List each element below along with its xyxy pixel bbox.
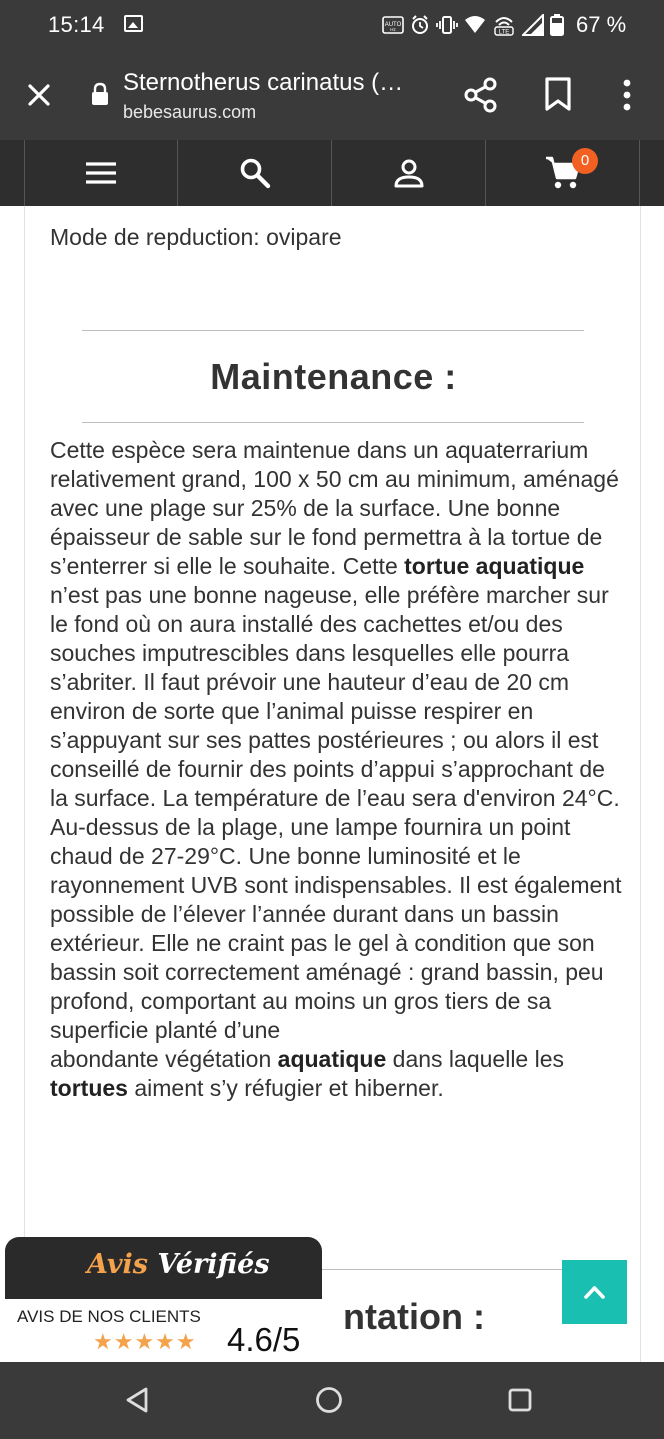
avis-verifies-widget[interactable] (5, 1237, 322, 1364)
battery-percent: 67 % (576, 12, 627, 37)
status-bar (0, 0, 664, 52)
svg-text:LTE: LTE (498, 29, 510, 36)
avis-score: 4.6/5 (227, 1321, 301, 1358)
paragraph-text: Cette espèce sera maintenue dans un aquaterrarium relativement grand, 100 x 50 cm au minimum, aménagé avec une plage sur 25% de la surface. Une bonne épaisseur de sable sur le fond permettra à la tortue de s’enterrer si elle le souhaite. Cette (50, 437, 619, 579)
more-menu-icon[interactable] (616, 78, 638, 114)
back-icon[interactable] (124, 1386, 150, 1414)
hamburger-menu-button[interactable] (24, 140, 178, 206)
cart-button[interactable] (486, 140, 640, 206)
reproduction-mode-text: Mode de repduction: ovipare (50, 224, 342, 250)
volte-icon (492, 14, 516, 36)
svg-text:Hz: Hz (390, 27, 396, 32)
keyword-link[interactable]: tortues (50, 1075, 128, 1101)
status-time: 15:14 (48, 12, 105, 37)
section-title: Maintenance : (210, 356, 457, 397)
recents-icon[interactable] (507, 1386, 533, 1414)
user-icon (394, 158, 424, 188)
signal-icon (522, 14, 544, 36)
avis-rating-box (5, 1299, 322, 1364)
close-icon[interactable] (22, 78, 56, 112)
battery-icon (550, 14, 564, 36)
status-icons (382, 13, 564, 37)
account-button[interactable] (332, 140, 486, 206)
avis-label: AVIS DE NOS CLIENTS (17, 1307, 201, 1326)
wifi-icon (464, 15, 486, 35)
avis-logo: Avis Vérifiés (87, 1249, 270, 1280)
home-icon[interactable] (315, 1386, 343, 1414)
avis-banner (5, 1237, 322, 1299)
lock-icon (90, 82, 110, 106)
page-title[interactable]: Sternotherus carinatus (… (123, 69, 404, 96)
paragraph-text: abondante végétation (50, 1046, 278, 1072)
paragraph-text: dans laquelle les (386, 1046, 565, 1072)
browser-toolbar (0, 52, 664, 140)
next-section-title: ntation : (343, 1296, 485, 1337)
keyword-link[interactable]: aquatique (277, 1046, 387, 1072)
divider (82, 330, 584, 331)
android-nav-bar (0, 1362, 664, 1439)
divider (82, 422, 584, 423)
svg-text:AUTO: AUTO (384, 22, 402, 28)
article-content (24, 206, 641, 1362)
search-button[interactable] (178, 140, 332, 206)
page-domain[interactable]: bebesaurus.com (123, 102, 257, 122)
vibrate-icon (436, 15, 458, 35)
paragraph-text: aiment s’y réfugier et hiberner. (127, 1075, 444, 1101)
image-icon (124, 15, 143, 32)
search-icon (239, 157, 271, 189)
chevron-up-icon (562, 1260, 627, 1324)
maintenance-paragraph (50, 436, 625, 1103)
star-rating-icon: ★★★★★ (93, 1329, 197, 1354)
hamburger-icon (85, 161, 117, 185)
share-icon[interactable] (462, 76, 500, 114)
back-to-top-button[interactable] (562, 1260, 627, 1324)
site-nav (0, 140, 664, 206)
alarm-icon (410, 15, 430, 35)
bookmark-icon[interactable] (544, 76, 572, 114)
paragraph-text: n’est pas une bonne nageuse, elle préfère marcher sur le fond où on aura installé des cachettes et/ou des souches imputrescibles dans lesquelles elle pourra s’abriter. Il faut prévoir une hauteur d’eau de 20 cm environ de sorte que l’animal puisse respirer en s’appuyant sur ses pattes postérieures ; ou alors il est conseillé de fournir des points d’appui s’approchant de la surface. La température de l’eau sera d'environ 24°C. Au-dessus de la plage, une lampe fournira un point chaud de 27-29°C. Une bonne luminosité et le rayonnement UVB sont indispensables. Il est également possible de l’élever l’année durant dans un bassin extérieur. Elle ne craint pas le gel à condition que son bassin soit correctement aménagé : grand bassin, peu profond, comportant au moins un gros tiers de sa superficie planté d’une (50, 582, 622, 1043)
auto-hz-icon (382, 16, 404, 34)
cart-count-badge: 0 (572, 148, 598, 174)
keyword-link[interactable]: tortue aquatique (404, 553, 585, 579)
